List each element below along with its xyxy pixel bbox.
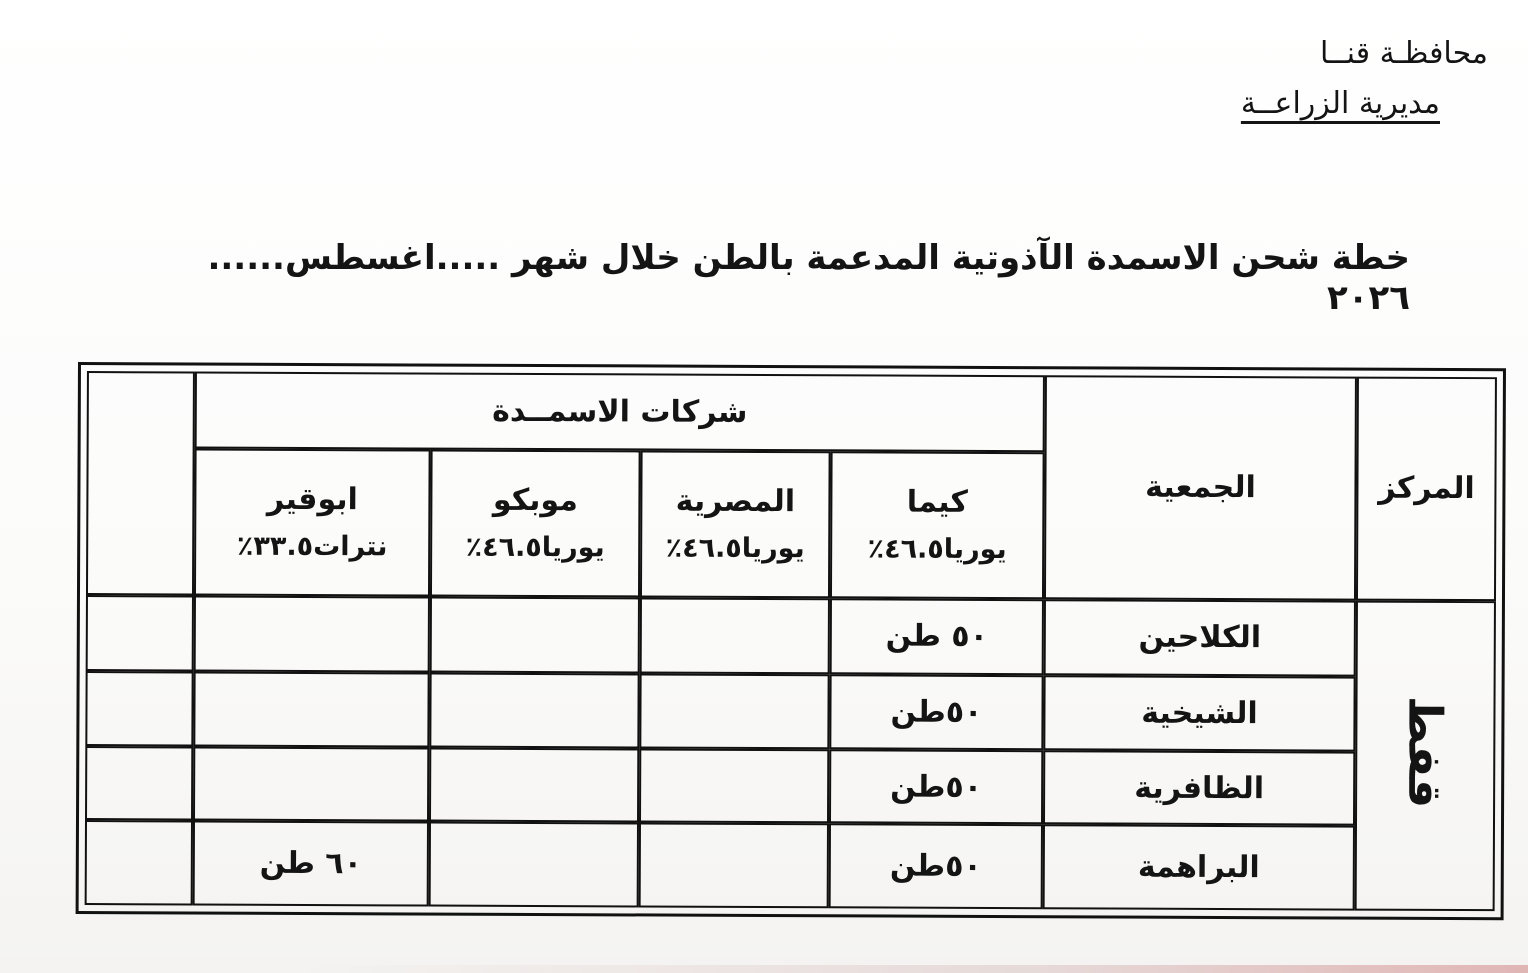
fertilizer-plan-table-frame <box>76 362 1506 920</box>
abuqir-qty-cell <box>193 746 429 822</box>
abuqir-qty-cell <box>194 595 430 673</box>
abuqir-qty-cell <box>193 672 429 748</box>
center-name-cell <box>1355 600 1496 911</box>
extra-cell <box>86 595 194 672</box>
association-cell: الشيخية <box>1043 675 1355 751</box>
table-row <box>86 595 1496 678</box>
kima-qty-cell: ٥٠طن <box>829 675 1043 750</box>
extra-cell <box>85 820 193 905</box>
extra-cell <box>85 746 193 821</box>
governorate-label: محافظـة قنــا <box>1319 36 1488 71</box>
masria-qty-cell <box>639 823 829 909</box>
header-company-kima: كيما يوريا٤٦.٥٪ <box>830 451 1045 599</box>
masria-qty-cell <box>640 597 830 674</box>
center-name: قفط <box>1398 695 1453 809</box>
kima-qty-cell: ٥٠طن <box>829 824 1043 910</box>
header-association: الجمعية <box>1044 375 1357 600</box>
document-title: خطة شحن الاسمدة الآذوتية المدعمة بالطن خلال شهر .....اغسطس...... ٢٠٢٦ <box>207 238 1410 318</box>
table-row <box>85 671 1495 752</box>
extra-cell <box>85 671 193 746</box>
abuqir-qty-cell: ٦٠ طن <box>193 821 429 907</box>
kima-qty-cell: ٥٠ طن <box>830 598 1044 675</box>
mopco-qty-cell <box>429 747 639 822</box>
directorate-label: مديرية الزراعــة <box>1240 86 1440 121</box>
header-center: المركز <box>1356 377 1497 601</box>
masria-qty-cell <box>639 674 829 749</box>
association-cell: الكلاحين <box>1044 599 1356 677</box>
product-masria: يوريا٤٦.٥٪ <box>665 532 805 565</box>
product-kima: يوريا٤٦.٥٪ <box>867 533 1007 566</box>
mopco-qty-cell <box>429 822 639 908</box>
association-cell: البراهمة <box>1043 825 1355 911</box>
fertilizer-plan-table <box>85 371 1497 911</box>
table-row <box>85 820 1495 911</box>
mopco-qty-cell <box>429 673 639 748</box>
page-edge-shadow <box>300 965 1528 973</box>
header-fertilizer-companies: شركات الاسمــدة <box>195 372 1045 452</box>
header-company-mopco: موبكو يوريا٤٦.٥٪ <box>430 449 641 597</box>
header-company-abuqir: ابوقير نترات٣٣.٥٪ <box>194 448 431 596</box>
product-mopco: يوريا٤٦.٥٪ <box>465 531 605 564</box>
mopco-qty-cell <box>430 596 640 673</box>
header-company-masria: المصرية يوريا٤٦.٥٪ <box>640 450 831 598</box>
association-cell: الظافرية <box>1043 750 1355 826</box>
masria-qty-cell <box>639 748 829 823</box>
kima-qty-cell: ٥٠طن <box>829 749 1043 824</box>
header-empty-cell <box>86 371 195 595</box>
product-abuqir: نترات٣٣.٥٪ <box>236 530 388 563</box>
table-row <box>85 746 1495 827</box>
